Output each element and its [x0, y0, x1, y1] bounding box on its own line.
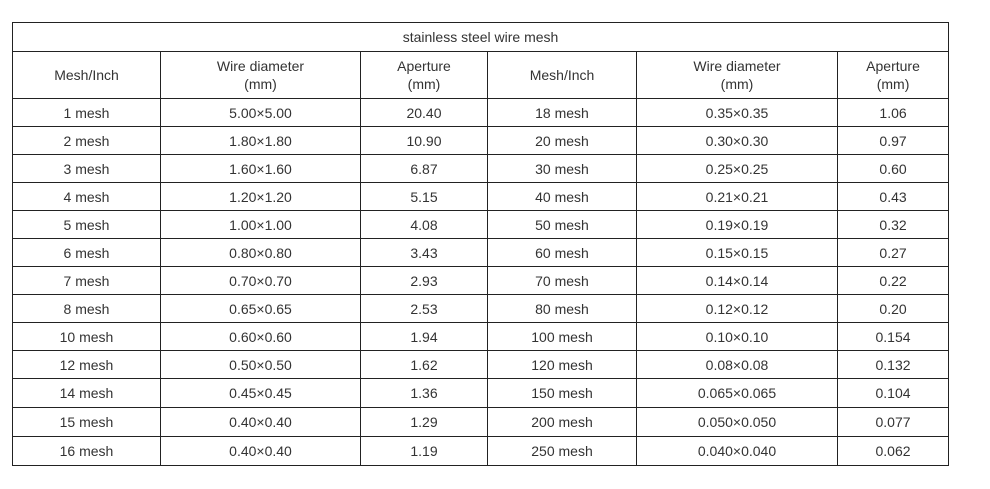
wire-diameter-cell: 0.50×0.50 [161, 351, 361, 379]
wire-diameter-cell: 0.45×0.45 [161, 379, 361, 408]
mesh-count-cell: 40 mesh [488, 183, 637, 211]
mesh-count-cell: 8 mesh [13, 295, 161, 323]
header-wire-diameter-left [161, 52, 361, 99]
table-title-row [13, 23, 949, 52]
wire-diameter-cell: 0.65×0.65 [161, 295, 361, 323]
mesh-count-cell: 16 mesh [13, 437, 161, 466]
wire-diameter-cell: 0.08×0.08 [637, 351, 838, 379]
header-unit: (mm) [720, 76, 754, 92]
mesh-count-cell: 200 mesh [488, 408, 637, 437]
mesh-count-cell: 2 mesh [13, 127, 161, 155]
mesh-count-cell: 70 mesh [488, 267, 637, 295]
aperture-cell: 2.53 [361, 295, 488, 323]
mesh-count-cell: 5 mesh [13, 211, 161, 239]
mesh-count-cell: 12 mesh [13, 351, 161, 379]
aperture-cell: 0.154 [838, 323, 949, 351]
aperture-cell: 2.93 [361, 267, 488, 295]
aperture-cell: 20.40 [361, 99, 488, 127]
aperture-cell: 0.077 [838, 408, 949, 437]
aperture-cell: 0.27 [838, 239, 949, 267]
table-row [13, 351, 949, 379]
aperture-cell: 1.06 [838, 99, 949, 127]
table-row [13, 211, 949, 239]
aperture-cell: 1.36 [361, 379, 488, 408]
mesh-count-cell: 100 mesh [488, 323, 637, 351]
wire-diameter-cell: 0.30×0.30 [637, 127, 838, 155]
header-mesh-inch-left [13, 52, 161, 99]
mesh-count-cell: 15 mesh [13, 408, 161, 437]
aperture-cell: 3.43 [361, 239, 488, 267]
aperture-cell: 4.08 [361, 211, 488, 239]
aperture-cell: 0.97 [838, 127, 949, 155]
header-aperture-left [361, 52, 488, 99]
header-mesh-inch-right [488, 52, 637, 99]
table-row [13, 99, 949, 127]
mesh-count-cell: 150 mesh [488, 379, 637, 408]
header-label: Mesh/Inch [54, 67, 119, 83]
mesh-count-cell: 4 mesh [13, 183, 161, 211]
wire-diameter-cell: 0.25×0.25 [637, 155, 838, 183]
mesh-count-cell: 1 mesh [13, 99, 161, 127]
mesh-count-cell: 6 mesh [13, 239, 161, 267]
wire-diameter-cell: 0.19×0.19 [637, 211, 838, 239]
wire-diameter-cell: 0.040×0.040 [637, 437, 838, 466]
table-title: stainless steel wire mesh [13, 23, 949, 52]
header-unit: (mm) [876, 76, 910, 92]
table-header-row [13, 52, 949, 99]
aperture-cell: 1.94 [361, 323, 488, 351]
mesh-count-cell: 18 mesh [488, 99, 637, 127]
header-label: Wire diameter [216, 58, 305, 74]
wire-diameter-cell: 0.14×0.14 [637, 267, 838, 295]
table-row [13, 183, 949, 211]
table-row [13, 267, 949, 295]
aperture-cell: 0.43 [838, 183, 949, 211]
aperture-cell: 0.20 [838, 295, 949, 323]
table-row [13, 127, 949, 155]
mesh-count-cell: 3 mesh [13, 155, 161, 183]
wire-diameter-cell: 0.40×0.40 [161, 408, 361, 437]
aperture-cell: 5.15 [361, 183, 488, 211]
table-row [13, 408, 949, 437]
header-label: Mesh/Inch [529, 67, 595, 83]
wire-diameter-cell: 0.80×0.80 [161, 239, 361, 267]
table-row [13, 437, 949, 466]
wire-diameter-cell: 0.60×0.60 [161, 323, 361, 351]
aperture-cell: 0.062 [838, 437, 949, 466]
header-label: Aperture [397, 58, 451, 74]
wire-diameter-cell: 1.80×1.80 [161, 127, 361, 155]
wire-diameter-cell: 0.40×0.40 [161, 437, 361, 466]
wire-mesh-table [12, 22, 949, 466]
mesh-count-cell: 80 mesh [488, 295, 637, 323]
wire-diameter-cell: 1.00×1.00 [161, 211, 361, 239]
aperture-cell: 0.132 [838, 351, 949, 379]
wire-diameter-cell: 0.21×0.21 [637, 183, 838, 211]
mesh-count-cell: 7 mesh [13, 267, 161, 295]
table-row [13, 323, 949, 351]
mesh-count-cell: 50 mesh [488, 211, 637, 239]
mesh-count-cell: 120 mesh [488, 351, 637, 379]
header-unit: (mm) [244, 76, 277, 92]
wire-diameter-cell: 0.10×0.10 [637, 323, 838, 351]
wire-diameter-cell: 0.050×0.050 [637, 408, 838, 437]
table-row [13, 379, 949, 408]
wire-diameter-cell: 0.70×0.70 [161, 267, 361, 295]
mesh-count-cell: 14 mesh [13, 379, 161, 408]
aperture-cell: 0.60 [838, 155, 949, 183]
wire-diameter-cell: 5.00×5.00 [161, 99, 361, 127]
header-aperture-right [838, 52, 949, 99]
aperture-cell: 0.22 [838, 267, 949, 295]
header-wire-diameter-right [637, 52, 838, 99]
wire-diameter-cell: 0.12×0.12 [637, 295, 838, 323]
wire-diameter-cell: 1.60×1.60 [161, 155, 361, 183]
header-unit: (mm) [407, 76, 441, 92]
aperture-cell: 10.90 [361, 127, 488, 155]
table-row [13, 295, 949, 323]
aperture-cell: 1.19 [361, 437, 488, 466]
wire-diameter-cell: 0.15×0.15 [637, 239, 838, 267]
table-row [13, 155, 949, 183]
table-row [13, 239, 949, 267]
mesh-count-cell: 30 mesh [488, 155, 637, 183]
aperture-cell: 6.87 [361, 155, 488, 183]
wire-diameter-cell: 1.20×1.20 [161, 183, 361, 211]
header-label: Wire diameter [693, 58, 781, 74]
mesh-count-cell: 250 mesh [488, 437, 637, 466]
wire-diameter-cell: 0.35×0.35 [637, 99, 838, 127]
wire-diameter-cell: 0.065×0.065 [637, 379, 838, 408]
mesh-count-cell: 20 mesh [488, 127, 637, 155]
mesh-count-cell: 10 mesh [13, 323, 161, 351]
aperture-cell: 0.32 [838, 211, 949, 239]
aperture-cell: 0.104 [838, 379, 949, 408]
header-label: Aperture [866, 58, 920, 74]
aperture-cell: 1.62 [361, 351, 488, 379]
aperture-cell: 1.29 [361, 408, 488, 437]
mesh-count-cell: 60 mesh [488, 239, 637, 267]
